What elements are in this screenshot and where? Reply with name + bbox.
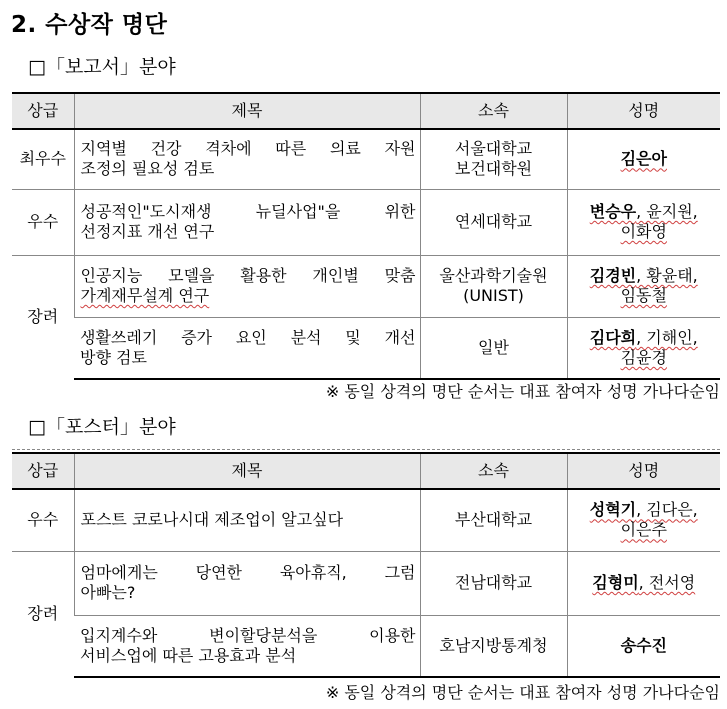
grade-cell: 최우수 — [12, 129, 74, 189]
table-header-row — [12, 453, 720, 489]
name-cell: 송수진 — [567, 615, 720, 677]
table-row — [12, 189, 720, 255]
report-table — [12, 92, 720, 380]
name-cell: 김다희, 기해인, 김윤경 — [567, 317, 720, 379]
table-header-row — [12, 93, 720, 129]
org-cell: 연세대학교 — [420, 189, 567, 255]
org-cell: 전남대학교 — [420, 551, 567, 615]
header-org: 소속 — [420, 453, 567, 489]
header-grade: 상급 — [12, 93, 74, 129]
poster-table — [12, 452, 720, 678]
subject-cell: 포스트 코로나시대 제조업이 알고싶다 — [74, 489, 420, 551]
subject-cell: 입지계수와 변이할당분석을 이용한 서비스업에 따른 고용효과 분석 — [74, 615, 420, 677]
org-cell: 울산과학기술원 (UNIST) — [420, 255, 567, 317]
org-cell: 부산대학교 — [420, 489, 567, 551]
header-org: 소속 — [420, 93, 567, 129]
poster-heading: □「포스터」분야 — [28, 416, 176, 438]
subject-cell: 성공적인"도시재생 뉴딜사업"을 위한 선정지표 개선 연구 — [74, 189, 420, 255]
table-row — [12, 489, 720, 551]
table-row — [12, 317, 720, 379]
header-name: 성명 — [567, 93, 720, 129]
name-cell: 성혁기, 김다은, 이은주 — [567, 489, 720, 551]
section-title: 2. 수상작 명단 — [11, 12, 168, 38]
subject-cell: 지역별 건강 격차에 따른 의료 자원 조정의 필요성 검토 — [74, 129, 420, 189]
table-row — [12, 129, 720, 189]
subject-cell: 생활쓰레기 증가 요인 분석 및 개선 방향 검토 — [74, 317, 420, 379]
report-note: ※ 동일 상격의 명단 순서는 대표 참여자 성명 가나다순임 — [325, 382, 720, 401]
table-row — [12, 615, 720, 677]
org-cell: 일반 — [420, 317, 567, 379]
header-grade: 상급 — [12, 453, 74, 489]
dashed-divider — [12, 449, 720, 450]
subject-cell: 인공지능 모델을 활용한 개인별 맞춤 가계재무설계 연구 — [74, 255, 420, 317]
name-cell: 김경빈, 황윤태, 임동철 — [567, 255, 720, 317]
table-row — [12, 551, 720, 615]
report-heading: □「보고서」분야 — [28, 56, 176, 78]
header-subject: 제목 — [74, 453, 420, 489]
name-cell: 김형미, 전서영 — [567, 551, 720, 615]
grade-cell: 우수 — [12, 489, 74, 551]
header-name: 성명 — [567, 453, 720, 489]
grade-cell: 장려 — [12, 255, 74, 379]
name-cell: 변승우, 윤지원, 이화영 — [567, 189, 720, 255]
table-row — [12, 255, 720, 317]
org-cell: 서울대학교 보건대학원 — [420, 129, 567, 189]
grade-cell: 우수 — [12, 189, 74, 255]
grade-cell: 장려 — [12, 551, 74, 677]
header-subject: 제목 — [74, 93, 420, 129]
poster-note: ※ 동일 상격의 명단 순서는 대표 참여자 성명 가나다순임 — [325, 683, 720, 702]
org-cell: 호남지방통계청 — [420, 615, 567, 677]
name-cell: 김은아 — [567, 129, 720, 189]
subject-cell: 엄마에게는 당연한 육아휴직, 그럼 아빠는? — [74, 551, 420, 615]
